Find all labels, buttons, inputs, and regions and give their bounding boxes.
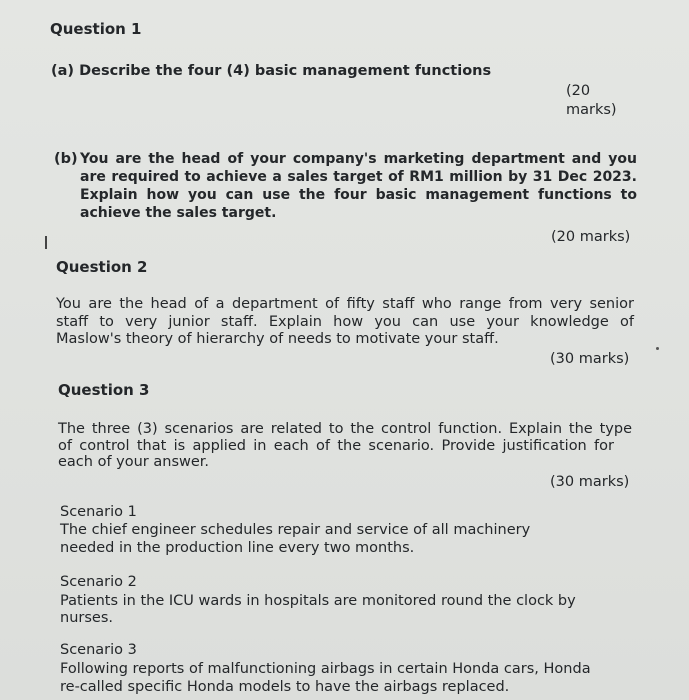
question-2-line-3: Maslow's theory of hierarchy of needs to motivate your staff.	[56, 331, 499, 347]
question-1b-line-3: Explain how you can use the four basic management functions to	[80, 187, 637, 203]
question-3-line-3: each of your answer.	[58, 454, 210, 470]
question-1b-line-4: achieve the sales target.	[80, 205, 277, 221]
question-1b-line-1: You are the head of your company's marketing department and you	[80, 151, 637, 167]
question-3-line-2: of control that is applied in each of the scenario. Provide justification for	[58, 438, 614, 454]
question-1-heading: Question 1	[50, 20, 142, 38]
scenario-1-title: Scenario 1	[60, 504, 137, 520]
question-2-line-1: You are the head of a department of fifty staff who range from very senior	[56, 296, 634, 312]
question-3-heading: Question 3	[58, 381, 150, 399]
question-1a-marks-line1: (20	[566, 83, 591, 99]
scenario-2-line-2: nurses.	[60, 610, 113, 626]
question-1b-marks: (20 marks)	[551, 229, 631, 245]
question-2-line-2: staff to very junior staff. Explain how you can use your knowledge of	[56, 314, 634, 330]
question-1a-marks-line2: marks)	[566, 102, 617, 118]
question-2-marks: (30 marks)	[550, 351, 630, 367]
scenario-2-title: Scenario 2	[60, 574, 137, 590]
question-3-marks: (30 marks)	[550, 474, 630, 490]
scenario-1-line-2: needed in the production line every two months.	[60, 540, 415, 556]
question-2-heading: Question 2	[56, 258, 148, 276]
question-1b-line-2: are required to achieve a sales target of RM1 million by 31 Dec 2023.	[80, 169, 637, 185]
question-1b-label: (b)	[54, 151, 78, 167]
question-3-line-1: The three (3) scenarios are related to the control function. Explain the type	[58, 421, 632, 437]
scenario-3-title: Scenario 3	[60, 642, 137, 658]
scenario-3-line-2: re-called specific Honda models to have the airbags replaced.	[60, 679, 510, 695]
text-cursor	[45, 236, 47, 249]
question-1a-text: (a) Describe the four (4) basic management functions	[51, 63, 492, 79]
scenario-2-line-1: Patients in the ICU wards in hospitals are monitored round the clock by	[60, 593, 576, 609]
scenario-3-line-1: Following reports of malfunctioning airbags in certain Honda cars, Honda	[60, 661, 591, 677]
scenario-1-line-1: The chief engineer schedules repair and service of all machinery	[60, 522, 531, 538]
stray-dot	[656, 347, 659, 350]
